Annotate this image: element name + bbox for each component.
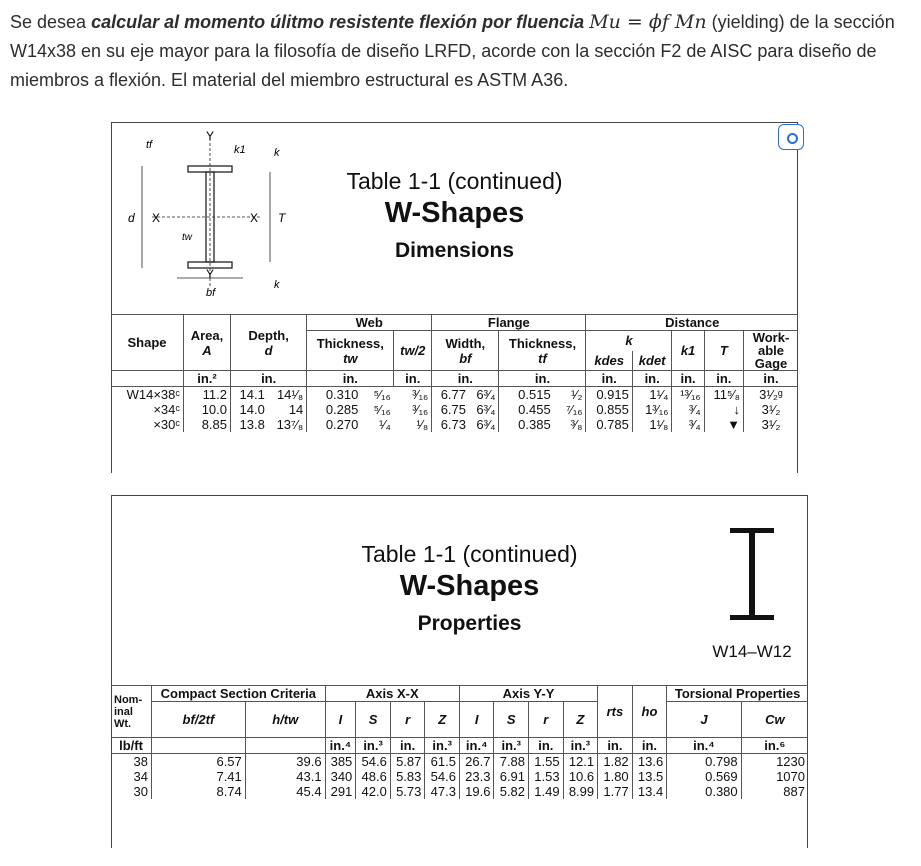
col-flange-thick: Thickness, <box>508 335 577 351</box>
cell-tw2: ³⁄₁₆ <box>394 387 432 403</box>
label-tw: tw <box>182 232 192 243</box>
cell-9: 1.49 <box>529 784 564 799</box>
cell-5: 5.87 <box>390 754 425 770</box>
label-k1: k1 <box>234 144 246 156</box>
cell-bf: 6.77 <box>440 387 467 402</box>
label-T: T <box>278 211 286 225</box>
label-x-left: X <box>152 211 161 225</box>
col-tf: tf <box>538 350 547 366</box>
cell-kdet: 1¹⁄₄ <box>632 387 672 403</box>
col-Sy: S <box>494 702 529 738</box>
cell-12: 13.6 <box>632 754 667 770</box>
col-ho: ho <box>632 686 667 738</box>
col-shape: Shape <box>111 315 184 371</box>
table-row <box>111 754 808 770</box>
cell-14: 887 <box>783 784 805 799</box>
table2-subtitle: Properties <box>417 612 522 635</box>
group-web: Web <box>307 315 432 331</box>
cell-tf: 0.385 <box>518 417 551 432</box>
label-x-right: X <box>250 211 259 225</box>
table2-caption: Table 1-1 (continued) <box>361 541 578 567</box>
group-compact: Compact Section Criteria <box>152 686 326 702</box>
cell-k1: ¹³⁄₁₆ <box>672 387 704 403</box>
cell-tf_frac: ⁷⁄₁₆ <box>554 402 586 417</box>
cell-kdet: 1³⁄₁₆ <box>632 402 672 417</box>
col-rx: r <box>390 702 425 738</box>
series-label: W14–W12 <box>712 642 792 661</box>
col-depth-sym: d <box>264 342 273 358</box>
i-beam-icon <box>722 524 782 624</box>
col-Iy: I <box>459 702 494 738</box>
col-J: J <box>667 702 741 738</box>
cell-k1: ³⁄₄ <box>672 417 704 432</box>
label-y-top: Y <box>206 129 215 143</box>
cell-14: 1070 <box>776 769 805 784</box>
properties-table-image <box>111 495 808 848</box>
cell-5: 5.73 <box>390 784 425 799</box>
group-flange: Flange <box>432 315 586 331</box>
table-row <box>111 769 808 784</box>
table-row <box>111 387 798 403</box>
label-tf: tf <box>146 139 153 151</box>
cell-tw: 0.285 <box>325 402 359 417</box>
cell-10: 8.99 <box>563 784 598 799</box>
formula: Mu = ϕf Mn <box>589 11 707 33</box>
group-axis-xx: Axis X-X <box>325 686 459 702</box>
cell-12: 13.5 <box>632 769 667 784</box>
cell-bf_frac: 6³⁄₄ <box>469 402 499 417</box>
cell-3: 340 <box>325 769 356 784</box>
cell-6: 61.5 <box>425 754 460 770</box>
cell-tw_frac: ⁵⁄₁₆ <box>373 387 391 402</box>
cell-A: 11.2 <box>184 387 231 403</box>
cell-1: 7.41 <box>152 769 246 784</box>
dimensions-table <box>111 314 798 432</box>
col-Ix: I <box>325 702 356 738</box>
col-Cw: Cw <box>741 702 808 738</box>
cell-wg: 3¹⁄₂ᵍ <box>759 387 783 402</box>
cell-tw_frac: ¹⁄₄ <box>379 417 391 432</box>
cell-shape: ×30ᶜ <box>111 417 184 432</box>
label-k-bottom: k <box>274 279 280 291</box>
cell-6: 54.6 <box>425 769 460 784</box>
table-row <box>111 784 808 799</box>
cell-8: 5.82 <box>494 784 529 799</box>
group-distance: Distance <box>586 315 798 331</box>
cell-d: 14.1 <box>239 387 265 402</box>
intro-text-2: (yielding) de la sección W14x38 en su eje mayor para la filosofía de diseño LRFD, acorde con la sección F2 de AISC para diseño de miembros a flexión. El material del miembro estructural es ASTM A36. <box>10 12 895 90</box>
cell-kdet: 1¹⁄₈ <box>632 417 672 432</box>
cell-tw: 0.270 <box>325 417 359 432</box>
cell-13: 0.569 <box>667 769 741 784</box>
cell-tf: 0.455 <box>518 402 551 417</box>
cell-2: 45.4 <box>245 784 325 799</box>
cell-13: 0.380 <box>667 784 741 799</box>
col-kdes: kdes <box>586 351 632 371</box>
col-bf2tf: bf/2tf <box>152 702 246 738</box>
cell-11: 1.80 <box>598 769 633 784</box>
cell-d: 13.8 <box>239 417 265 432</box>
col-width: Width, <box>445 335 486 351</box>
cell-d_frac: 13⁷⁄₈ <box>268 417 307 432</box>
col-ry: r <box>529 702 564 738</box>
label-d: d <box>128 211 135 225</box>
cell-1: 8.74 <box>152 784 246 799</box>
cell-bf: 6.73 <box>440 417 467 432</box>
cell-10: 10.6 <box>563 769 598 784</box>
cell-9: 1.53 <box>529 769 564 784</box>
cell-4: 48.6 <box>356 769 391 784</box>
cell-2: 39.6 <box>245 754 325 770</box>
cell-tf_frac: ³⁄₈ <box>554 417 586 432</box>
cell-d_frac: 14¹⁄₈ <box>268 387 307 403</box>
cell-0: 38 <box>111 754 152 770</box>
cell-k1: ³⁄₄ <box>672 402 704 417</box>
col-web-thick: Thickness, <box>316 335 384 351</box>
cell-shape: W14×38ᶜ <box>111 387 184 403</box>
col-area: Area, <box>190 327 224 343</box>
col-Zy: Z <box>563 702 598 738</box>
units-row: in.² in. in. in. in. in. in. in. in. in. in. <box>111 371 798 387</box>
w-shape-diagram <box>122 128 292 308</box>
cell-bf_frac: 6³⁄₄ <box>469 387 499 403</box>
cell-7: 23.3 <box>459 769 494 784</box>
cell-T: ▼ <box>704 417 743 432</box>
col-rts: rts <box>598 686 633 738</box>
cell-tf: 0.515 <box>518 387 551 402</box>
col-web-tw: tw <box>343 350 358 366</box>
cell-T: 11⁵⁄₈ <box>704 387 743 403</box>
cell-0: 30 <box>111 784 152 799</box>
intro-text-1: Se desea <box>10 12 92 32</box>
group-axis-yy: Axis Y-Y <box>459 686 597 702</box>
cell-8: 7.88 <box>494 754 529 770</box>
problem-statement <box>10 8 910 95</box>
cell-wg: 3¹⁄₂ <box>761 417 781 432</box>
table-row <box>111 417 798 432</box>
col-depth: Depth, <box>248 327 289 343</box>
col-kdet: kdet <box>632 351 672 371</box>
dimensions-table-image <box>111 122 798 473</box>
cell-bf: 6.75 <box>440 402 467 417</box>
units-row-2: lb/ft in.⁴ in.³ in. in.³ in.⁴ in.³ in. in.³ in. in. in.⁴ in.⁶ <box>111 738 808 754</box>
col-k: k <box>586 331 672 351</box>
cell-9: 1.55 <box>529 754 564 770</box>
cell-3: 291 <box>325 784 356 799</box>
col-nominal-wt: Nom-inal Wt. <box>111 686 152 738</box>
cell-4: 54.6 <box>356 754 391 770</box>
group-torsional: Torsional Properties <box>674 685 801 701</box>
col-T: T <box>704 331 743 371</box>
cell-13: 0.798 <box>667 754 741 770</box>
cell-1: 6.57 <box>152 754 246 770</box>
table1-caption: Table 1-1 (continued) <box>346 168 563 194</box>
table1-title: W-Shapes <box>384 197 525 229</box>
col-k1: k1 <box>672 331 704 371</box>
cell-11: 1.77 <box>598 784 633 799</box>
cell-0: 34 <box>111 769 152 784</box>
cell-2: 43.1 <box>245 769 325 784</box>
cell-kdes: 0.915 <box>586 387 632 403</box>
col-area-sym: A <box>202 342 212 358</box>
cell-8: 6.91 <box>494 769 529 784</box>
cell-d_frac: 14 <box>268 402 307 417</box>
cell-kdes: 0.785 <box>586 417 632 432</box>
table2-title: W-Shapes <box>399 570 540 602</box>
col-Sx: S <box>356 702 391 738</box>
cell-tw2: ³⁄₁₆ <box>394 402 432 417</box>
label-y-bottom: Y <box>206 267 215 281</box>
cell-tf_frac: ¹⁄₂ <box>554 387 586 403</box>
cell-wg: 3¹⁄₂ <box>761 402 781 417</box>
cell-bf_frac: 6³⁄₄ <box>469 417 499 432</box>
cell-14: 1230 <box>776 754 805 769</box>
cell-A: 10.0 <box>184 402 231 417</box>
crop-icon[interactable] <box>778 124 804 150</box>
cell-d: 14.0 <box>239 402 265 417</box>
cell-tw2: ¹⁄₈ <box>394 417 432 432</box>
cell-12: 13.4 <box>632 784 667 799</box>
label-k-top: k <box>274 147 280 159</box>
cell-7: 19.6 <box>459 784 494 799</box>
col-htw: h/tw <box>245 702 325 738</box>
col-tw2: tw/2 <box>394 331 432 371</box>
table1-subtitle: Dimensions <box>394 239 515 262</box>
cell-11: 1.82 <box>598 754 633 770</box>
col-Zx: Z <box>425 702 460 738</box>
label-bf: bf <box>206 287 216 299</box>
cell-5: 5.83 <box>390 769 425 784</box>
col-workable-gage: Work-able Gage <box>752 330 790 371</box>
cell-4: 42.0 <box>356 784 391 799</box>
intro-bold: calcular al momento úlitmo resistente flexión por fluencia <box>91 12 585 32</box>
cell-10: 12.1 <box>563 754 598 770</box>
cell-3: 385 <box>325 754 356 770</box>
cell-shape: ×34ᶜ <box>111 402 184 417</box>
cell-7: 26.7 <box>459 754 494 770</box>
cell-tw_frac: ⁵⁄₁₆ <box>373 402 391 417</box>
cell-A: 8.85 <box>184 417 231 432</box>
properties-table <box>111 685 808 799</box>
cell-kdes: 0.855 <box>586 402 632 417</box>
col-bf: bf <box>459 350 472 366</box>
cell-tw: 0.310 <box>325 387 359 402</box>
cell-T: ↓ <box>704 402 743 417</box>
cell-6: 47.3 <box>425 784 460 799</box>
table-row <box>111 402 798 417</box>
